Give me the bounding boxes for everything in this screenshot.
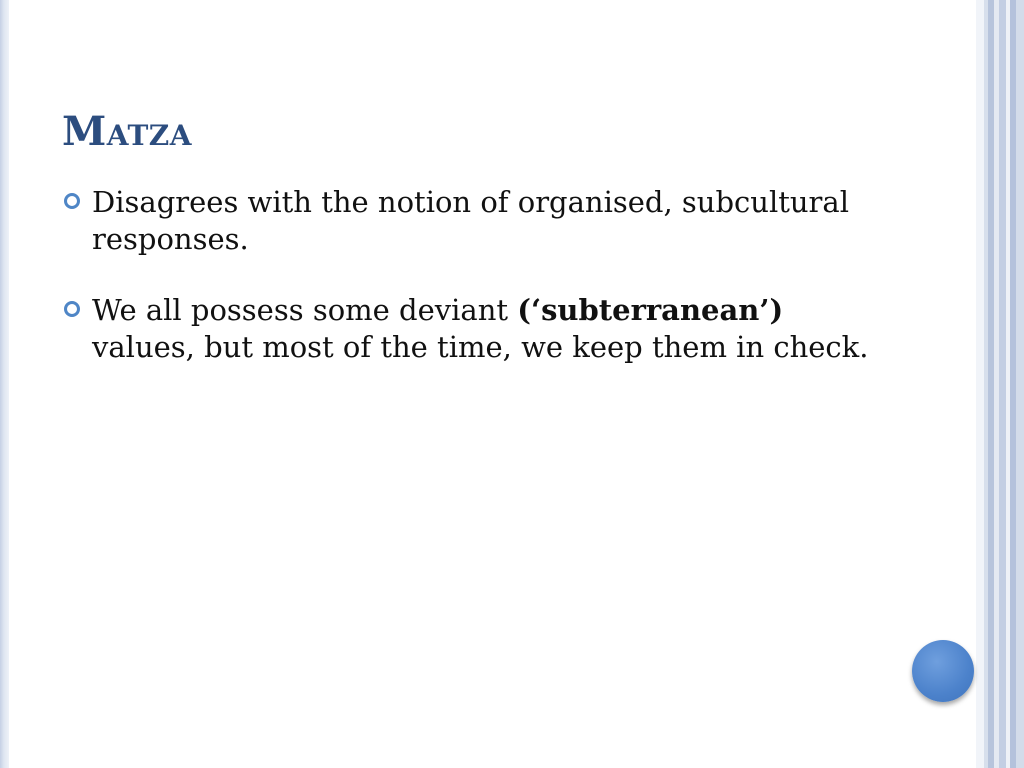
bullet-item: [64, 184, 884, 258]
bullet-text-end: values, but most of the time, we keep them in check.: [92, 330, 869, 364]
bullet-text-bold: (‘subterranean’): [517, 293, 784, 327]
hollow-circle-bullet-icon: [64, 301, 80, 317]
bullet-text-start: We all possess some deviant: [92, 293, 518, 327]
hollow-circle-bullet-icon: [64, 193, 80, 209]
right-stripes-decoration: [976, 0, 1024, 768]
bullet-item: [64, 292, 884, 366]
circle-nav-button[interactable]: [912, 640, 974, 702]
slide-title: Matza: [62, 108, 192, 155]
bullet-text: Disagrees with the notion of organised, subcultural responses.: [92, 185, 849, 256]
left-border-decoration: [0, 0, 9, 768]
bullet-list: [64, 184, 884, 400]
